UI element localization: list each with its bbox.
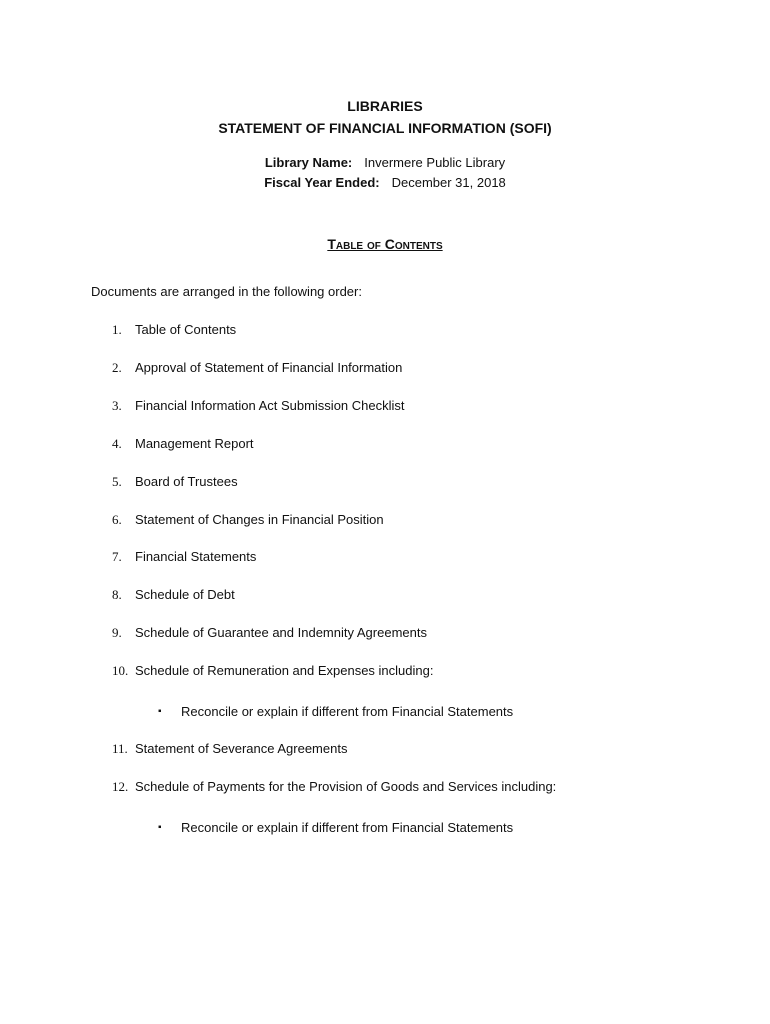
toc-item [112, 779, 556, 795]
toc-item-number: 10. [112, 663, 129, 678]
toc-item-number: 11. [112, 741, 128, 756]
toc-item-text: Table of Contents [135, 322, 237, 337]
toc-subitem-text: Reconcile or explain if different from Financial Statements [181, 820, 514, 835]
toc-item-number: 3. [112, 398, 122, 413]
toc-subitem [158, 704, 513, 719]
toc-item-number: 4. [112, 436, 122, 451]
toc-item-text: Schedule of Guarantee and Indemnity Agreements [135, 625, 427, 640]
toc-item-text: Approval of Statement of Financial Information [135, 360, 403, 375]
toc-heading-text: Table of Contents [327, 236, 443, 252]
toc-item-text: Statement of Severance Agreements [135, 741, 348, 756]
toc-item-text: Schedule of Remuneration and Expenses including: [135, 663, 434, 678]
toc-intro: Documents are arranged in the following order: [91, 284, 362, 299]
fiscal-year-row [0, 173, 770, 193]
toc-item [112, 512, 384, 528]
document-title-line1: LIBRARIES [347, 98, 423, 114]
toc-item-text: Schedule of Debt [135, 587, 235, 602]
fiscal-year-label: Fiscal Year Ended: [264, 175, 380, 190]
document-title-line2: STATEMENT OF FINANCIAL INFORMATION (SOFI) [218, 120, 552, 136]
library-name-label: Library Name: [264, 155, 353, 170]
toc-item [112, 474, 238, 490]
document-header [0, 95, 770, 193]
toc-item-number: 12. [112, 779, 129, 794]
toc-item [112, 663, 433, 679]
bullet-icon: ▪ [158, 822, 162, 833]
toc-item [112, 360, 402, 376]
toc-item [112, 322, 236, 338]
toc-item-number: 7. [112, 549, 122, 564]
toc-subitem [158, 820, 513, 835]
toc-subitem-text: Reconcile or explain if different from Financial Statements [181, 704, 514, 719]
toc-heading [0, 236, 770, 252]
bullet-icon: ▪ [158, 706, 162, 717]
toc-item [112, 398, 405, 414]
toc-item-text: Statement of Changes in Financial Position [135, 512, 384, 527]
library-name-value: Invermere Public Library [364, 155, 506, 170]
toc-item [112, 436, 254, 452]
toc-item [112, 549, 256, 565]
toc-item [112, 587, 235, 603]
toc-item-number: 1. [112, 322, 122, 337]
toc-item-number: 6. [112, 512, 122, 527]
toc-item-number: 2. [112, 360, 122, 375]
toc-item-text: Financial Information Act Submission Checklist [135, 398, 405, 413]
toc-item-number: 5. [112, 474, 122, 489]
toc-item-number: 9. [112, 625, 122, 640]
toc-item-number: 8. [112, 587, 122, 602]
library-name-row [0, 153, 770, 173]
toc-item-text: Schedule of Payments for the Provision of Goods and Services including: [135, 779, 557, 794]
fiscal-year-value: December 31, 2018 [391, 175, 506, 190]
toc-item [112, 741, 347, 757]
toc-item-text: Management Report [135, 436, 254, 451]
toc-item-text: Financial Statements [135, 549, 257, 564]
toc-item-text: Board of Trustees [135, 474, 238, 489]
toc-item [112, 625, 427, 641]
library-meta [0, 153, 770, 193]
